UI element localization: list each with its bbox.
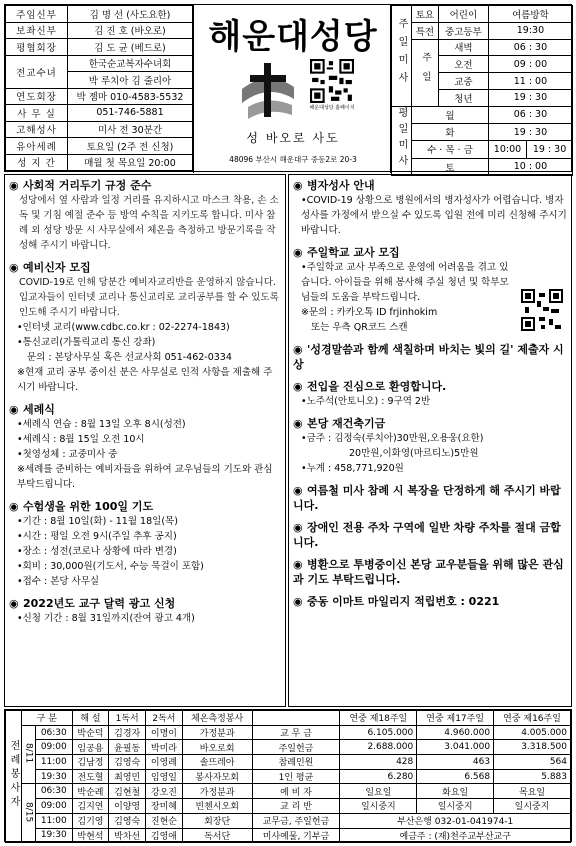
right-announcements xyxy=(288,174,572,707)
finance-value: 6.280 xyxy=(340,769,417,784)
notice-title: 수험생을 위한 100일 기도 xyxy=(23,500,154,513)
server-group: 빈첸시오회 xyxy=(182,799,252,814)
server-group: 독서단 xyxy=(182,828,252,843)
date-label: 8/15 xyxy=(22,784,36,843)
bulletin-header xyxy=(4,4,572,172)
notice-item: • 금주 : 김정숙(루치아)30만원,오용웅(요한) xyxy=(301,431,567,446)
mass-header-cell: 토요 xyxy=(412,6,439,23)
mass-time: 09:00 xyxy=(36,740,73,755)
parish-patron: 성 바오로 사도 xyxy=(246,131,340,145)
mass-cell: 오전 xyxy=(438,56,488,73)
servers-label: 전례봉사자 xyxy=(6,711,22,843)
notice-item: • 장소 : 성전(코로나 상황에 따라 변경) xyxy=(17,544,281,559)
staff-role: 고해성사 xyxy=(6,121,68,138)
finance-header: 연중 제18주일 xyxy=(340,711,417,726)
staff-role: 유아세례 xyxy=(6,138,68,155)
parish-address: 48096 부산시 해운대구 중동2로 20-3 xyxy=(229,155,357,164)
notice-body: 성당에서 옆 사람과 일정 거리를 유지하시고 마스크 착용, 손 소독 및 기침 예절 준수 등 방역 수칙을 지키도록 합니다. 미사 참례 외 성당 방문 시 사무실에서 체온을 측정하고 방문기록을 작성해 주시기 바랍니다. xyxy=(19,195,279,251)
parish-identity xyxy=(193,5,391,173)
notice-prayer-sick xyxy=(293,557,567,587)
mass-time: 19:30 xyxy=(488,22,572,39)
mass-time: 09 : 00 xyxy=(488,56,572,73)
finance-value: 6.105.000 xyxy=(340,725,417,740)
mass-cell: 청년 xyxy=(438,89,488,106)
server-name: 진현순 xyxy=(146,813,183,828)
notice-title: 예비신자 모집 xyxy=(23,261,91,274)
staff-role: 사 무 실 xyxy=(6,105,68,122)
staff-name: 토요일 (2주 전 신청) xyxy=(68,138,193,155)
server-group: 가정분과 xyxy=(182,784,252,799)
finance-value: 2.688.000 xyxy=(340,740,417,755)
notice-item: • 세례식 : 8월 15일 오전 10시 xyxy=(17,432,281,447)
circle-bullet-icon: ◉ xyxy=(293,417,303,430)
staff-name: 김 도 균 (베드로) xyxy=(68,39,193,56)
server-name: 장미혜 xyxy=(146,799,183,814)
finance-value: 6.568 xyxy=(417,769,494,784)
notice-item: • 인터넷 교리(www.cdbc.co.kr : 02-2274-1843) xyxy=(17,320,281,335)
notice-mileage xyxy=(293,594,567,609)
notice-title: '성경말씀과 함께 색칠하며 바치는 빛의 길' 제출자 시상 xyxy=(293,343,564,371)
server-group: 바오로회 xyxy=(182,740,252,755)
parish-name: 해운대성당 xyxy=(208,17,378,57)
mass-day: 월 xyxy=(412,106,489,123)
mass-time: 06:30 xyxy=(36,784,73,799)
server-name: 김기영 xyxy=(72,813,109,828)
finance-footnote: 교무금, 주일헌금 xyxy=(252,813,340,828)
finance-value: 화요일 xyxy=(417,784,494,799)
finance-label: 참례인원 xyxy=(252,755,340,770)
notice-title: 병자성사 안내 xyxy=(307,179,375,192)
server-name: 박현석 xyxy=(72,828,109,843)
circle-bullet-icon: ◉ xyxy=(9,261,19,274)
mass-time: 10:00 xyxy=(488,141,526,158)
notice-item: ※ 현재 교리 공부 중이신 분은 사무실로 인적 사항을 제출해 주시기 바랍니다. xyxy=(17,365,281,395)
finance-footnote: 미사예물, 기부금 xyxy=(252,828,340,843)
staff-role: 전교수녀 xyxy=(6,55,68,88)
server-name: 김영숙 xyxy=(109,813,146,828)
notice-item: • 신청 기간 : 8월 31일까지(잔여 광고 4개) xyxy=(17,611,281,626)
notice-catechumen xyxy=(9,260,281,395)
staff-table xyxy=(5,5,193,171)
server-name: 박미라 xyxy=(146,740,183,755)
circle-bullet-icon: ◉ xyxy=(293,380,303,393)
server-name: 김지연 xyxy=(72,799,109,814)
notice-item: 문의 : 본당사무실 혹은 선교사회 051-462-0334 xyxy=(27,352,232,363)
circle-bullet-icon: ◉ xyxy=(9,597,19,610)
mass-schedule-table xyxy=(391,5,573,176)
servers-header: 구 분 xyxy=(22,711,73,726)
staff-name: 매월 첫 목요일 20:00 xyxy=(68,154,193,171)
notice-calendar-ad xyxy=(9,596,281,626)
server-group: 솔뜨레아 xyxy=(182,755,252,770)
server-group: 회장단 xyxy=(182,813,252,828)
finance-value: 4.960.000 xyxy=(417,725,494,740)
left-announcements xyxy=(4,174,286,707)
server-group: 가정분과 xyxy=(182,725,252,740)
bank-holder: 예금주 : (재)천주교부산교구 xyxy=(340,828,571,843)
mass-time: 11 : 00 xyxy=(488,73,572,90)
notice-item: • COVID-19 상황으로 병원에서의 병자성사가 어렵습니다. 병자성사를 가정에서 받으실 수 있도록 입원 전에 미리 신청해 주시기 바랍니다. xyxy=(301,193,567,238)
finance-value: 463 xyxy=(417,755,494,770)
finance-value: 일시중지 xyxy=(340,799,417,814)
notice-title: 장애인 전용 주차 구역에 일반 차량 주차를 절대 금합니다. xyxy=(293,521,561,549)
mass-time: 19 : 30 xyxy=(527,141,573,158)
mass-time: 06:30 xyxy=(36,725,73,740)
finance-label: 주일헌금 xyxy=(252,740,340,755)
server-name: 임영일 xyxy=(146,769,183,784)
mass-header-cell: 어린이 xyxy=(438,6,488,23)
qr-code-icon[interactable] xyxy=(521,289,563,331)
staff-name: 미사 전 30분간 xyxy=(68,121,193,138)
server-group: 봉사자모회 xyxy=(182,769,252,784)
notice-item: • 접수 : 본당 사무실 xyxy=(17,574,281,589)
staff-name: 박 루치아 김 줄리아 xyxy=(68,72,193,89)
notice-item: • 기간 : 8월 10일(화) - 11월 18일(목) xyxy=(17,514,281,529)
mass-cell: 특전 xyxy=(412,22,439,39)
notice-item: ※ 문의 : 카카오톡 ID frjinhokim xyxy=(301,305,515,320)
notice-title: 여름철 미사 참례 시 복장을 단정하게 해 주시기 바랍니다. xyxy=(293,484,561,512)
notice-body: COVID-19로 인해 당분간 예비자교리반을 운영하지 않습니다. 입교자들이 인터넷 교리나 통신교리로 교리공부를 할 수 있도록 인도해 주시기 바랍니다. xyxy=(19,277,279,318)
server-name: 임공용 xyxy=(72,740,109,755)
qr-caption: 해운대성당 홈페이지 xyxy=(309,105,355,111)
staff-name: 박 젬마 010-4583-5532 xyxy=(68,88,193,105)
mass-time: 19 : 30 xyxy=(488,124,572,141)
finance-value: 일요일 xyxy=(340,784,417,799)
server-name: 김남정 xyxy=(72,755,109,770)
notice-title: 병환으로 투병중이신 본당 교우분들을 위해 많은 관심과 기도 부탁드립니다. xyxy=(293,558,564,586)
notice-item: • 누계 : 458,771,920원 xyxy=(301,461,567,476)
finance-header: 연중 제16주일 xyxy=(494,711,571,726)
mass-time: 19:30 xyxy=(36,828,73,843)
circle-bullet-icon: ◉ xyxy=(9,403,19,416)
circle-bullet-icon: ◉ xyxy=(9,179,19,192)
notice-sunday-school xyxy=(293,245,567,335)
circle-bullet-icon: ◉ xyxy=(293,179,303,192)
finance-value: 목요일 xyxy=(494,784,571,799)
notice-exam-prayer xyxy=(9,499,281,589)
notice-title: 주일학교 교사 모집 xyxy=(307,246,400,259)
mass-day: 토 xyxy=(412,158,489,175)
servers-header: 2독서 xyxy=(146,711,183,726)
server-name: 강오진 xyxy=(146,784,183,799)
notice-item: • 노주석(안토니오) : 9구역 2반 xyxy=(301,394,567,409)
finance-value: 일시중지 xyxy=(417,799,494,814)
server-name: 박순례 xyxy=(72,784,109,799)
mass-time: 11:00 xyxy=(36,755,73,770)
finance-value: 564 xyxy=(494,755,571,770)
finance-header-blank xyxy=(252,711,340,726)
qr-code-icon[interactable] xyxy=(310,59,354,103)
finance-value: 5.883 xyxy=(494,769,571,784)
sunday-label: 주일 xyxy=(412,39,439,106)
circle-bullet-icon: ◉ xyxy=(293,343,303,356)
notice-parking xyxy=(293,520,567,550)
staff-role: 평협회장 xyxy=(6,39,68,56)
notice-title: 본당 재건축기금 xyxy=(307,417,386,430)
notice-item: • 세례식 연습 : 8월 13일 오후 8시(성전) xyxy=(17,417,281,432)
notice-item: 또는 우측 QR코드 스캔 xyxy=(311,322,408,333)
circle-bullet-icon: ◉ xyxy=(293,558,303,571)
staff-name: 051-746-5881 xyxy=(68,105,193,122)
date-label: 8/11 xyxy=(22,725,36,784)
finance-value: 일시중지 xyxy=(494,799,571,814)
notice-item: 20만원,이화영(마르티노)5만원 xyxy=(349,448,479,459)
notice-building-fund xyxy=(293,416,567,476)
server-name: 이영례 xyxy=(146,755,183,770)
finance-value: 4.005.000 xyxy=(494,725,571,740)
notice-item: • 첫영성체 : 교중미사 중 xyxy=(17,447,281,462)
notice-baptism xyxy=(9,402,281,492)
staff-name: 김 진 호 (바오로) xyxy=(68,22,193,39)
circle-bullet-icon: ◉ xyxy=(9,500,19,513)
weekday-mass-label: 평일미사 xyxy=(392,106,412,175)
finance-label: 1인 평균 xyxy=(252,769,340,784)
sunday-mass-label: 주일미사 xyxy=(392,6,412,107)
notice-distancing xyxy=(9,178,281,253)
mass-time: 06 : 30 xyxy=(488,106,572,123)
notice-dress-code xyxy=(293,483,567,513)
mass-cell: 교중 xyxy=(438,73,488,90)
server-name: 김영숙 xyxy=(109,755,146,770)
notice-prize xyxy=(293,342,567,372)
server-name: 최영민 xyxy=(109,769,146,784)
mass-time: 10 : 00 xyxy=(488,158,572,175)
server-name: 이양영 xyxy=(109,799,146,814)
mass-cell: 새벽 xyxy=(438,39,488,56)
notice-item: • 주일학교 교사 부족으로 운영에 어려움을 겪고 있습니다. 아이들을 위해 봉사해 주실 청년 및 학부모님들의 도움을 부탁드립니다. xyxy=(301,260,515,305)
notice-title: 중동 이마트 마일리지 적립번호 : 0221 xyxy=(307,595,500,608)
notice-title: 세례식 xyxy=(23,403,55,416)
server-name: 김영애 xyxy=(146,828,183,843)
mass-time: 11:00 xyxy=(36,813,73,828)
mass-day: 수 · 목 · 금 xyxy=(412,141,489,158)
circle-bullet-icon: ◉ xyxy=(293,521,303,534)
finance-label: 교 무 금 xyxy=(252,725,340,740)
staff-name: 한국순교복자수녀회 xyxy=(68,55,193,72)
staff-role: 연도회장 xyxy=(6,88,68,105)
finance-label: 교 리 반 xyxy=(252,799,340,814)
bank-account: 부산은행 032-01-041974-1 xyxy=(340,813,571,828)
server-name: 김경자 xyxy=(109,725,146,740)
server-name: 이명이 xyxy=(146,725,183,740)
mass-day: 화 xyxy=(412,124,489,141)
servers-header: 1독서 xyxy=(109,711,146,726)
mass-time: 09:00 xyxy=(36,799,73,814)
finance-value: 3.041.000 xyxy=(417,740,494,755)
staff-role: 성 지 간 xyxy=(6,154,68,171)
parish-logo-icon xyxy=(238,59,298,121)
finance-label: 예 비 자 xyxy=(252,784,340,799)
servers-finance-table xyxy=(5,710,571,843)
notice-item: • 회비 : 30,000원(기도서, 수능 묵걸이 포함) xyxy=(17,559,281,574)
circle-bullet-icon: ◉ xyxy=(293,484,303,497)
finance-value: 428 xyxy=(340,755,417,770)
mass-time: 06 : 30 xyxy=(488,39,572,56)
mass-time: 19 : 30 xyxy=(488,89,572,106)
finance-value: 3.318.500 xyxy=(494,740,571,755)
notice-item: ※ 세례를 준비하는 예비자들을 위하여 교우님들의 기도와 관심 부탁드립니다. xyxy=(17,462,281,492)
server-name: 박순덕 xyxy=(72,725,109,740)
staff-role: 보좌신부 xyxy=(6,22,68,39)
notice-welcome xyxy=(293,379,567,409)
mass-header-cell: 여름방학 xyxy=(488,6,572,23)
staff-name: 김 명 선 (사도요한) xyxy=(68,6,193,23)
server-name: 김현철 xyxy=(109,784,146,799)
server-name: 전도혈 xyxy=(72,769,109,784)
notice-title: 사회적 거리두기 규정 준수 xyxy=(23,179,152,192)
circle-bullet-icon: ◉ xyxy=(293,246,303,259)
mass-cell: 중고등부 xyxy=(438,22,488,39)
staff-role: 주임신부 xyxy=(6,6,68,23)
servers-header: 해 설 xyxy=(72,711,109,726)
server-name: 박차선 xyxy=(109,828,146,843)
servers-finance-panel xyxy=(4,709,572,842)
servers-header: 체온측정봉사 xyxy=(182,711,252,726)
notice-item: • 시간 : 평일 오전 9시(주일 추후 공지) xyxy=(17,529,281,544)
finance-header: 연중 제17주일 xyxy=(417,711,494,726)
server-name: 윤필동 xyxy=(109,740,146,755)
notice-anointing xyxy=(293,178,567,238)
notice-item: • 통신교리(가톨릭교리 통신 강좌) xyxy=(17,335,281,350)
mass-time: 19:30 xyxy=(36,769,73,784)
circle-bullet-icon: ◉ xyxy=(293,595,303,608)
notice-title: 2022년도 교구 달력 광고 신청 xyxy=(23,597,176,610)
notice-title: 전입을 진심으로 환영합니다. xyxy=(307,380,447,393)
